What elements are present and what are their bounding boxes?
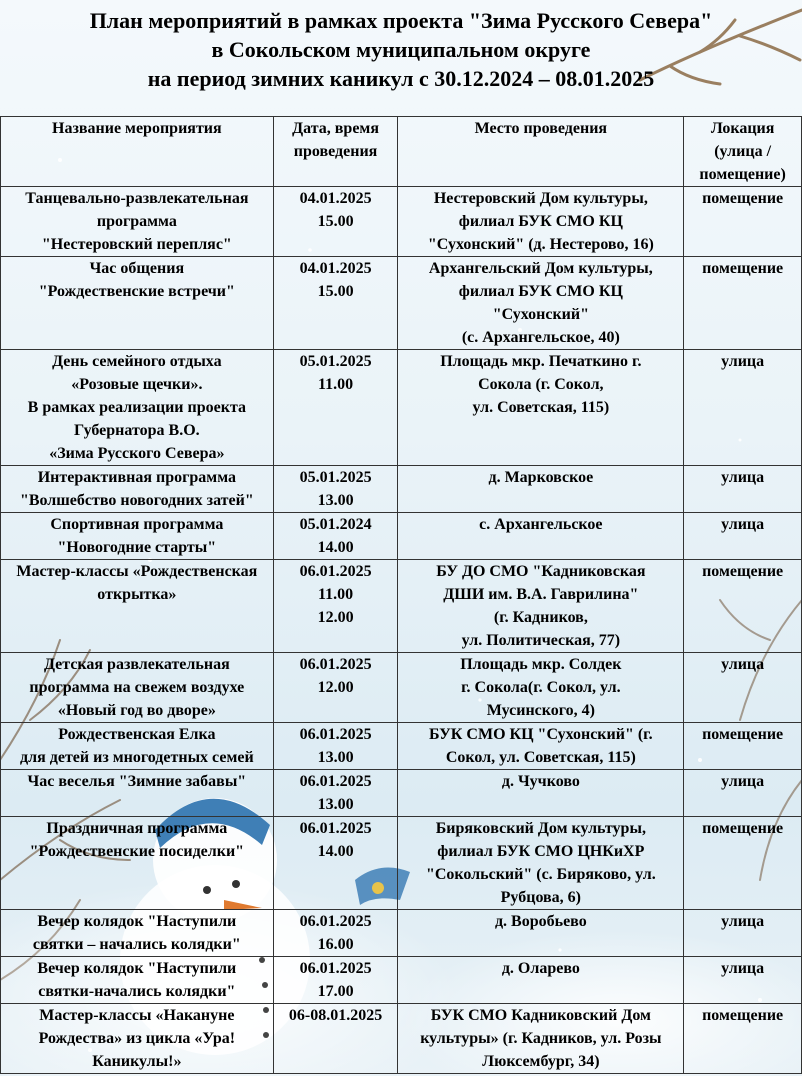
cell-location: помещение bbox=[684, 723, 802, 770]
cell-datetime: 06-08.01.2025 bbox=[273, 1004, 398, 1074]
table-row bbox=[1, 770, 802, 817]
cell-name: Мастер-классы «Рождественская открытка» bbox=[1, 560, 274, 653]
cell-location: улица bbox=[684, 957, 802, 1004]
cell-location: улица bbox=[684, 910, 802, 957]
cell-place: д. Оларево bbox=[398, 957, 684, 1004]
table-row bbox=[1, 653, 802, 723]
cell-place: БУК СМО Кадниковский Дом культуры» (г. Кадников, ул. Розы Люксембург, 34) bbox=[398, 1004, 684, 1074]
cell-location: улица bbox=[684, 653, 802, 723]
cell-place: Бирякoвский Дом культуры, филиал БУК СМО ЦНКиХР "Сокольский" (с. Биряково, ул. Рубцова, 6) bbox=[398, 817, 684, 910]
document-title bbox=[0, 6, 802, 93]
cell-location: улица bbox=[684, 770, 802, 817]
cell-datetime: 04.01.2025 15.00 bbox=[273, 187, 398, 257]
cell-datetime: 06.01.2025 13.00 bbox=[273, 723, 398, 770]
cell-place: БУ ДО СМО "Кадниковская ДШИ им. В.А. Гаврилина" (г. Кадников, ул. Политическая, 77) bbox=[398, 560, 684, 653]
cell-datetime: 06.01.2025 13.00 bbox=[273, 770, 398, 817]
cell-name: Час общения "Рождественские встречи" bbox=[1, 257, 274, 350]
cell-place: Площадь мкр. Солдек г. Сокола(г. Сокол, ул. Мусинского, 4) bbox=[398, 653, 684, 723]
table-row bbox=[1, 187, 802, 257]
cell-name: Детская развлекательная программа на свежем воздухе «Новый год во дворе» bbox=[1, 653, 274, 723]
cell-location: помещение bbox=[684, 187, 802, 257]
cell-location: помещение bbox=[684, 257, 802, 350]
cell-name: Спортивная программа "Новогодние старты" bbox=[1, 513, 274, 560]
cell-location: улица bbox=[684, 466, 802, 513]
cell-datetime: 06.01.2025 12.00 bbox=[273, 653, 398, 723]
cell-datetime: 06.01.2025 14.00 bbox=[273, 817, 398, 910]
column-header-name: Название мероприятия bbox=[1, 117, 274, 187]
cell-location: улица bbox=[684, 513, 802, 560]
column-header-location: Локация (улица / помещение) bbox=[684, 117, 802, 187]
table-row bbox=[1, 910, 802, 957]
cell-place: Площадь мкр. Печаткино г. Сокола (г. Сокол, ул. Советская, 115) bbox=[398, 350, 684, 466]
title-line-3: на период зимних каникул с 30.12.2024 – 08.01.2025 bbox=[147, 66, 655, 91]
table-row bbox=[1, 723, 802, 770]
cell-place: Нестеровский Дом культуры, филиал БУК СМО КЦ "Сухонский" (д. Нестерово, 16) bbox=[398, 187, 684, 257]
events-table bbox=[0, 116, 802, 1074]
cell-datetime: 06.01.2025 11.00 12.00 bbox=[273, 560, 398, 653]
cell-place: д. Чучково bbox=[398, 770, 684, 817]
cell-name: Интерактивная программа "Волшебство новогодних затей" bbox=[1, 466, 274, 513]
cell-datetime: 04.01.2025 15.00 bbox=[273, 257, 398, 350]
table-header-row bbox=[1, 117, 802, 187]
cell-name: Вечер колядок "Наступили святки – начались колядки" bbox=[1, 910, 274, 957]
table-row bbox=[1, 817, 802, 910]
cell-location: помещение bbox=[684, 817, 802, 910]
cell-place: д. Воробьево bbox=[398, 910, 684, 957]
cell-place: Архангельский Дом культуры, филиал БУК СМО КЦ "Сухонский" (с. Архангельское, 40) bbox=[398, 257, 684, 350]
column-header-place: Место проведения bbox=[398, 117, 684, 187]
table-row bbox=[1, 1004, 802, 1074]
cell-place: БУК СМО КЦ "Сухонский" (г. Сокол, ул. Советская, 115) bbox=[398, 723, 684, 770]
cell-name: Танцевально-развлекательная программа "Нестеровский перепляс" bbox=[1, 187, 274, 257]
cell-location: помещение bbox=[684, 1004, 802, 1074]
table-row bbox=[1, 257, 802, 350]
table-row bbox=[1, 466, 802, 513]
cell-place: д. Марковское bbox=[398, 466, 684, 513]
cell-name: Мастер-классы «Накануне Рождества» из цикла «Ура! Каникулы!» bbox=[1, 1004, 274, 1074]
title-line-2: в Сокольском муниципальном округе bbox=[211, 37, 591, 62]
cell-location: помещение bbox=[684, 560, 802, 653]
title-line-1: План мероприятий в рамках проекта "Зима Русского Севера" bbox=[89, 8, 713, 33]
table-row bbox=[1, 560, 802, 653]
table-row bbox=[1, 957, 802, 1004]
cell-name: День семейного отдыха «Розовые щечки». В рамках реализации проекта Губернатора В.О. «Зима Русского Севера» bbox=[1, 350, 274, 466]
cell-location: улица bbox=[684, 350, 802, 466]
table-row bbox=[1, 350, 802, 466]
cell-datetime: 05.01.2025 11.00 bbox=[273, 350, 398, 466]
table-row bbox=[1, 513, 802, 560]
column-header-datetime: Дата, время проведения bbox=[273, 117, 398, 187]
cell-place: с. Архангельское bbox=[398, 513, 684, 560]
cell-datetime: 05.01.2024 14.00 bbox=[273, 513, 398, 560]
cell-name: Рождественская Елка для детей из многодетных семей bbox=[1, 723, 274, 770]
cell-name: Вечер колядок "Наступили святки-начались колядки" bbox=[1, 957, 274, 1004]
cell-name: Час веселья "Зимние забавы" bbox=[1, 770, 274, 817]
cell-datetime: 06.01.2025 17.00 bbox=[273, 957, 398, 1004]
cell-datetime: 06.01.2025 16.00 bbox=[273, 910, 398, 957]
cell-datetime: 05.01.2025 13.00 bbox=[273, 466, 398, 513]
cell-name: Праздничная программа "Рождественские посиделки" bbox=[1, 817, 274, 910]
